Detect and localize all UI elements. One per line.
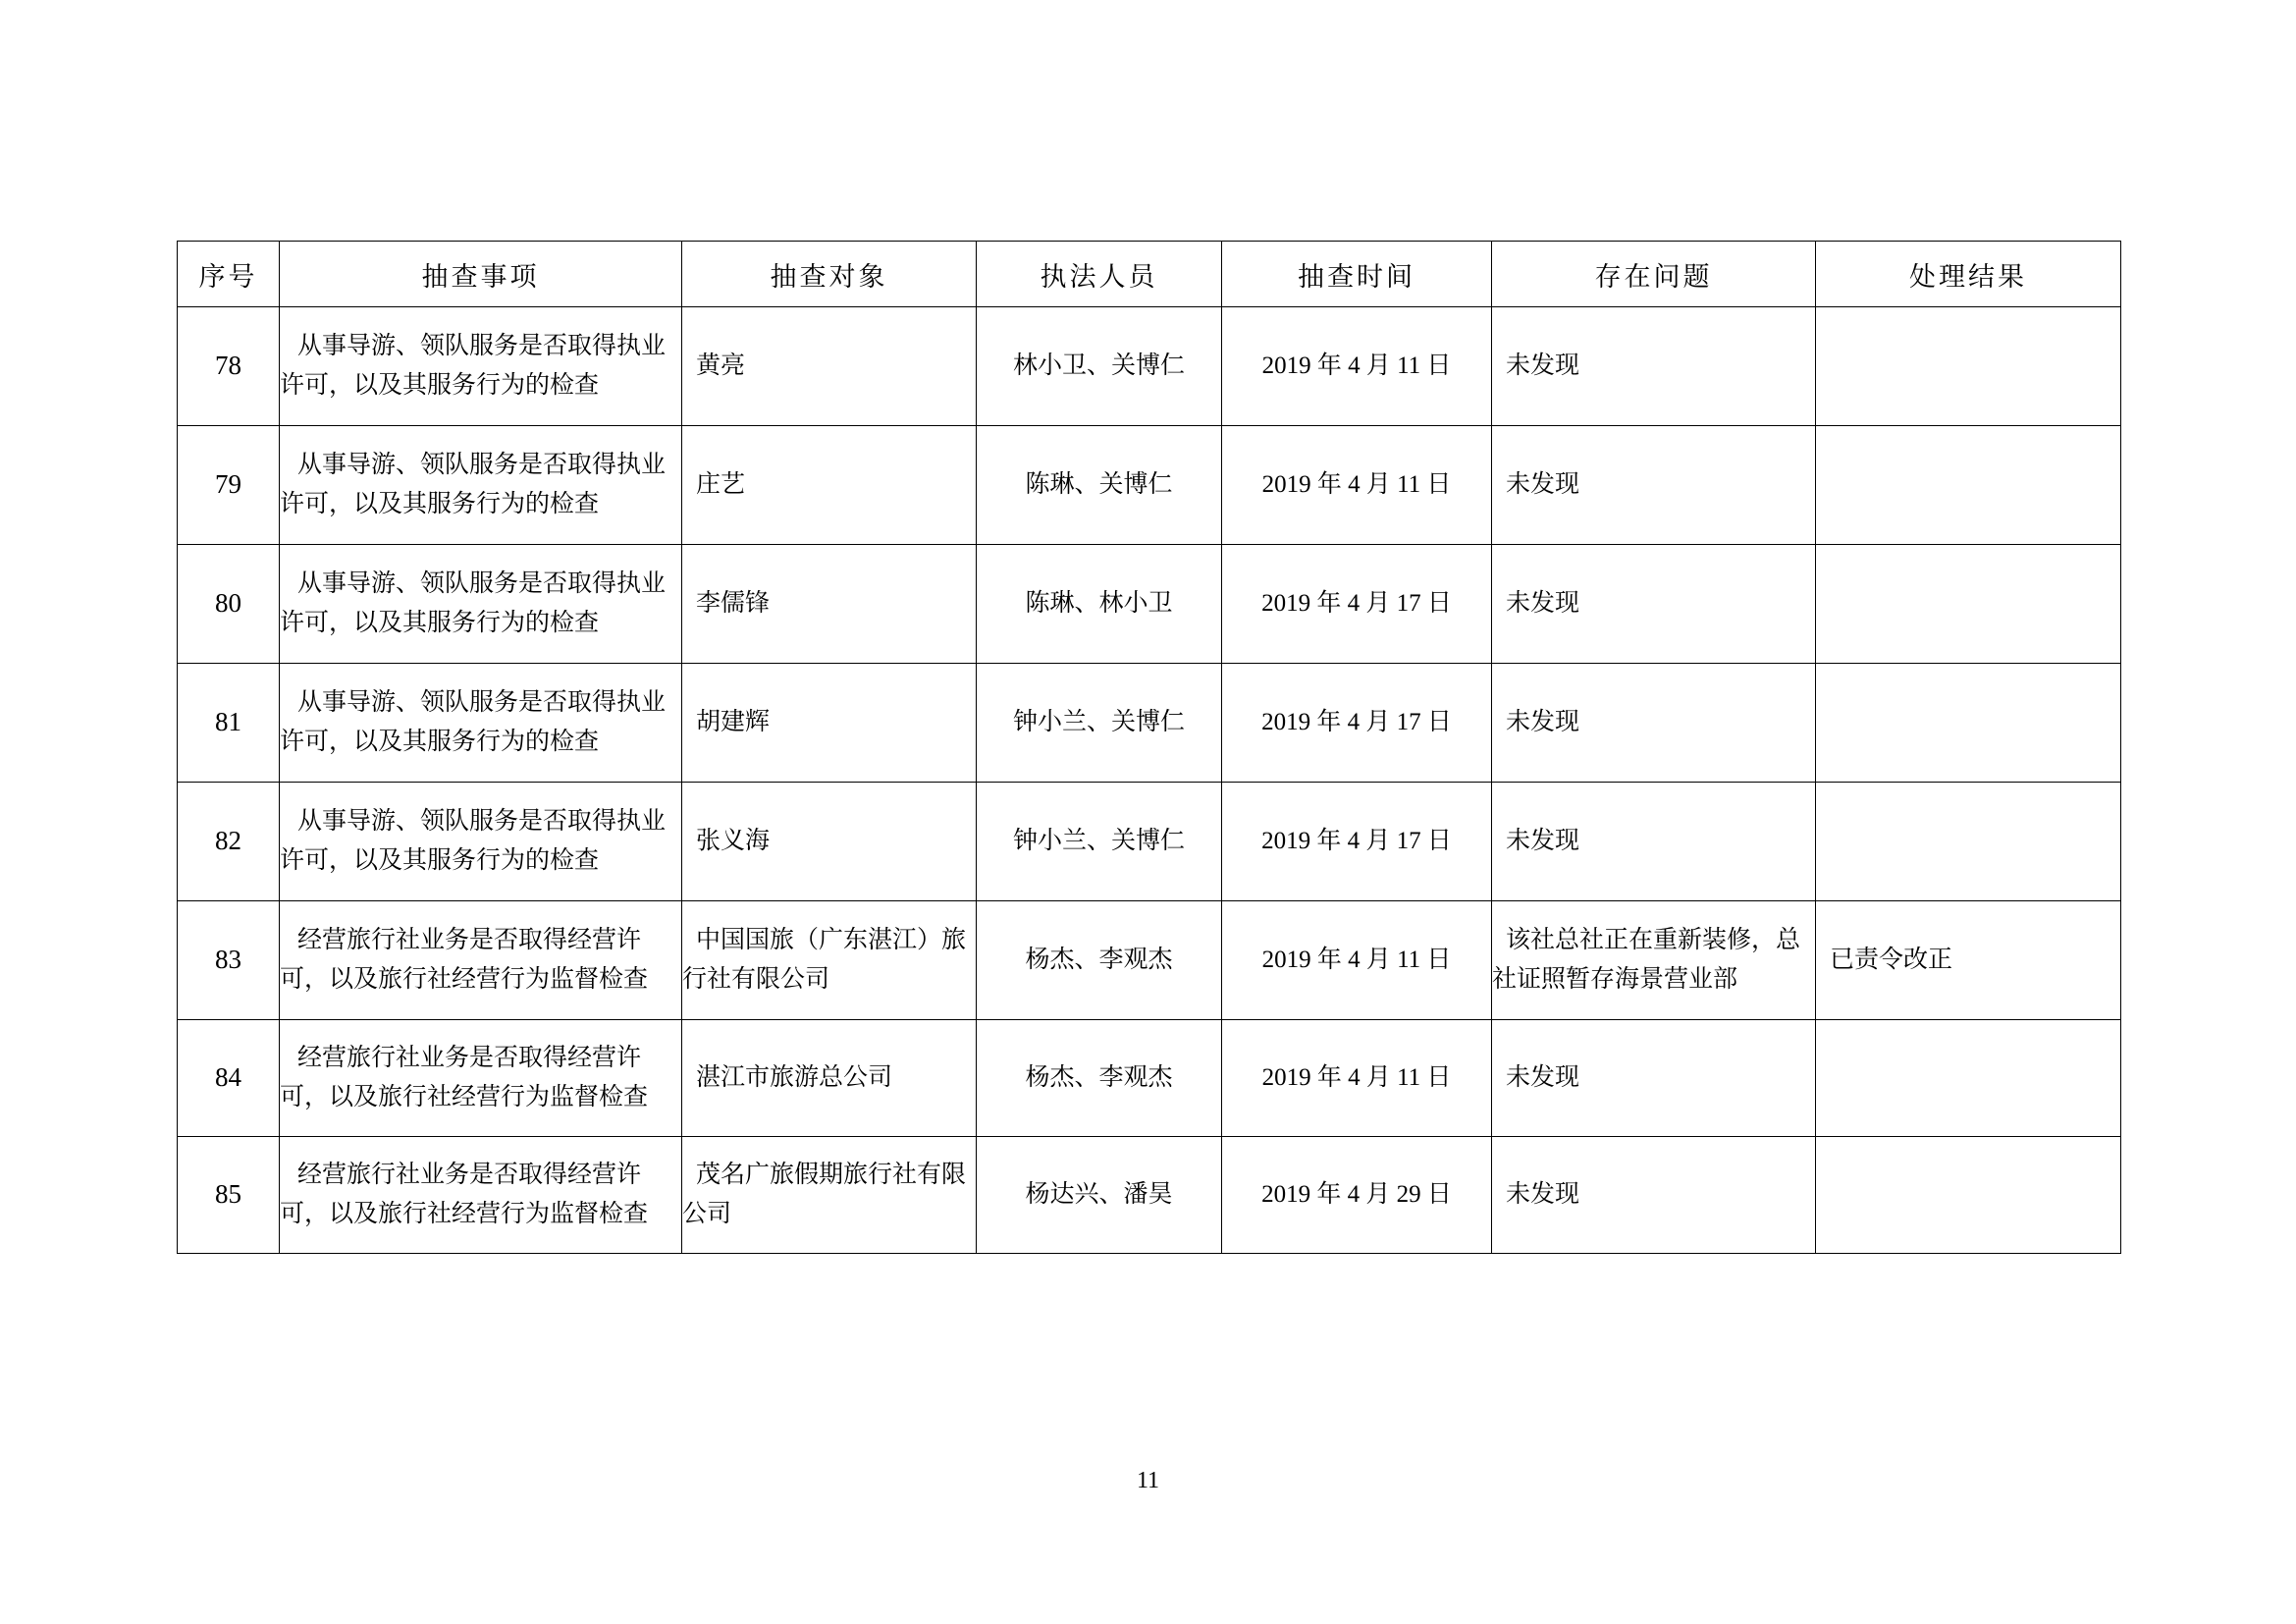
cell-object xyxy=(682,1137,977,1254)
cell-officer: 陈琳、关博仁 xyxy=(977,426,1222,545)
cell-officer: 钟小兰、关博仁 xyxy=(977,783,1222,901)
cell-object xyxy=(682,901,977,1020)
column-header-result: 处理结果 xyxy=(1816,242,2121,307)
column-header-problem: 存在问题 xyxy=(1492,242,1816,307)
column-header-object: 抽查对象 xyxy=(682,242,977,307)
cell-object-text: 李儒锋 xyxy=(696,589,771,617)
cell-problem-text: 未发现 xyxy=(1506,1180,1580,1208)
table-row xyxy=(178,426,2121,545)
cell-problem xyxy=(1492,783,1816,901)
cell-problem xyxy=(1492,901,1816,1020)
cell-officer: 林小卫、关博仁 xyxy=(977,307,1222,426)
table-row xyxy=(178,664,2121,783)
cell-time: 2019 年 4 月 11 日 xyxy=(1222,1020,1492,1137)
cell-item-text: 经营旅行社业务是否取得经营许可，以及旅行社经营行为监督检查 xyxy=(280,1161,649,1227)
cell-problem xyxy=(1492,545,1816,664)
cell-seq: 83 xyxy=(178,901,280,1020)
cell-object-text: 中国国旅（广东湛江）旅行社有限公司 xyxy=(682,926,967,993)
cell-result xyxy=(1816,783,2121,901)
cell-seq: 82 xyxy=(178,783,280,901)
cell-problem xyxy=(1492,1020,1816,1137)
page-number: 11 xyxy=(1136,1468,1160,1493)
cell-object-text: 茂名广旅假期旅行社有限公司 xyxy=(682,1161,967,1227)
cell-object xyxy=(682,664,977,783)
cell-problem xyxy=(1492,664,1816,783)
table-body xyxy=(178,307,2121,1254)
cell-officer: 陈琳、林小卫 xyxy=(977,545,1222,664)
cell-result-text xyxy=(1816,818,1843,864)
column-header-seq: 序号 xyxy=(178,242,280,307)
cell-result xyxy=(1816,1020,2121,1137)
cell-time: 2019 年 4 月 17 日 xyxy=(1222,783,1492,901)
cell-item xyxy=(280,307,682,426)
cell-object xyxy=(682,545,977,664)
cell-seq: 79 xyxy=(178,426,280,545)
cell-result-text: 已责令改正 xyxy=(1830,946,1953,973)
cell-result xyxy=(1816,545,2121,664)
cell-result xyxy=(1816,901,2121,1020)
cell-object-text: 黄亮 xyxy=(696,352,746,379)
cell-problem-text: 未发现 xyxy=(1506,827,1580,854)
cell-problem xyxy=(1492,307,1816,426)
cell-item xyxy=(280,783,682,901)
cell-time: 2019 年 4 月 29 日 xyxy=(1222,1137,1492,1254)
cell-time: 2019 年 4 月 17 日 xyxy=(1222,664,1492,783)
cell-problem-text: 未发现 xyxy=(1506,352,1580,379)
cell-officer: 杨达兴、潘昊 xyxy=(977,1137,1222,1254)
cell-object-text: 湛江市旅游总公司 xyxy=(696,1063,893,1091)
cell-item-text: 从事导游、领队服务是否取得执业许可，以及其服务行为的检查 xyxy=(280,332,667,399)
cell-problem-text: 未发现 xyxy=(1506,1063,1580,1091)
cell-officer: 钟小兰、关博仁 xyxy=(977,664,1222,783)
cell-item-text: 经营旅行社业务是否取得经营许可，以及旅行社经营行为监督检查 xyxy=(280,1044,649,1110)
inspection-table xyxy=(177,241,2121,1254)
cell-item-text: 从事导游、领队服务是否取得执业许可，以及其服务行为的检查 xyxy=(280,807,667,874)
cell-problem-text: 未发现 xyxy=(1506,708,1580,735)
cell-time: 2019 年 4 月 11 日 xyxy=(1222,307,1492,426)
cell-seq: 84 xyxy=(178,1020,280,1137)
cell-result xyxy=(1816,307,2121,426)
cell-result xyxy=(1816,664,2121,783)
table-row xyxy=(178,901,2121,1020)
cell-item xyxy=(280,426,682,545)
cell-item-text: 从事导游、领队服务是否取得执业许可，以及其服务行为的检查 xyxy=(280,569,667,636)
cell-item-text: 从事导游、领队服务是否取得执业许可，以及其服务行为的检查 xyxy=(280,451,667,517)
cell-seq: 85 xyxy=(178,1137,280,1254)
cell-object-text: 胡建辉 xyxy=(696,708,771,735)
cell-problem xyxy=(1492,426,1816,545)
cell-object xyxy=(682,307,977,426)
cell-officer: 杨杰、李观杰 xyxy=(977,901,1222,1020)
table-row xyxy=(178,783,2121,901)
cell-result-text xyxy=(1816,1055,1843,1101)
cell-time: 2019 年 4 月 17 日 xyxy=(1222,545,1492,664)
table-row xyxy=(178,307,2121,426)
table-row xyxy=(178,1137,2121,1254)
inspection-table-container xyxy=(177,241,2120,1254)
cell-seq: 81 xyxy=(178,664,280,783)
cell-item-text: 从事导游、领队服务是否取得执业许可，以及其服务行为的检查 xyxy=(280,688,667,755)
cell-seq: 80 xyxy=(178,545,280,664)
cell-object xyxy=(682,426,977,545)
cell-object xyxy=(682,1020,977,1137)
cell-problem-text: 未发现 xyxy=(1506,470,1580,498)
cell-object-text: 庄艺 xyxy=(696,470,746,498)
cell-result-text xyxy=(1816,343,1843,389)
cell-officer: 杨杰、李观杰 xyxy=(977,1020,1222,1137)
cell-result-text xyxy=(1816,580,1843,626)
column-header-officer: 执法人员 xyxy=(977,242,1222,307)
cell-problem xyxy=(1492,1137,1816,1254)
cell-item-text: 经营旅行社业务是否取得经营许可，以及旅行社经营行为监督检查 xyxy=(280,926,649,993)
table-row xyxy=(178,1020,2121,1137)
column-header-time: 抽查时间 xyxy=(1222,242,1492,307)
cell-time: 2019 年 4 月 11 日 xyxy=(1222,426,1492,545)
table-row xyxy=(178,545,2121,664)
cell-item xyxy=(280,1137,682,1254)
table-header xyxy=(178,242,2121,307)
cell-item xyxy=(280,545,682,664)
cell-problem-text: 未发现 xyxy=(1506,589,1580,617)
cell-item xyxy=(280,664,682,783)
column-header-item: 抽查事项 xyxy=(280,242,682,307)
cell-result xyxy=(1816,1137,2121,1254)
cell-seq: 78 xyxy=(178,307,280,426)
cell-object-text: 张义海 xyxy=(696,827,771,854)
cell-result-text xyxy=(1816,1171,1843,1218)
cell-time: 2019 年 4 月 11 日 xyxy=(1222,901,1492,1020)
cell-object xyxy=(682,783,977,901)
cell-result-text xyxy=(1816,699,1843,745)
cell-item xyxy=(280,901,682,1020)
cell-result xyxy=(1816,426,2121,545)
cell-problem-text: 该社总社正在重新装修，总社证照暂存海景营业部 xyxy=(1492,926,1801,993)
cell-result-text xyxy=(1816,461,1843,508)
table-header-row xyxy=(178,242,2121,307)
cell-item xyxy=(280,1020,682,1137)
